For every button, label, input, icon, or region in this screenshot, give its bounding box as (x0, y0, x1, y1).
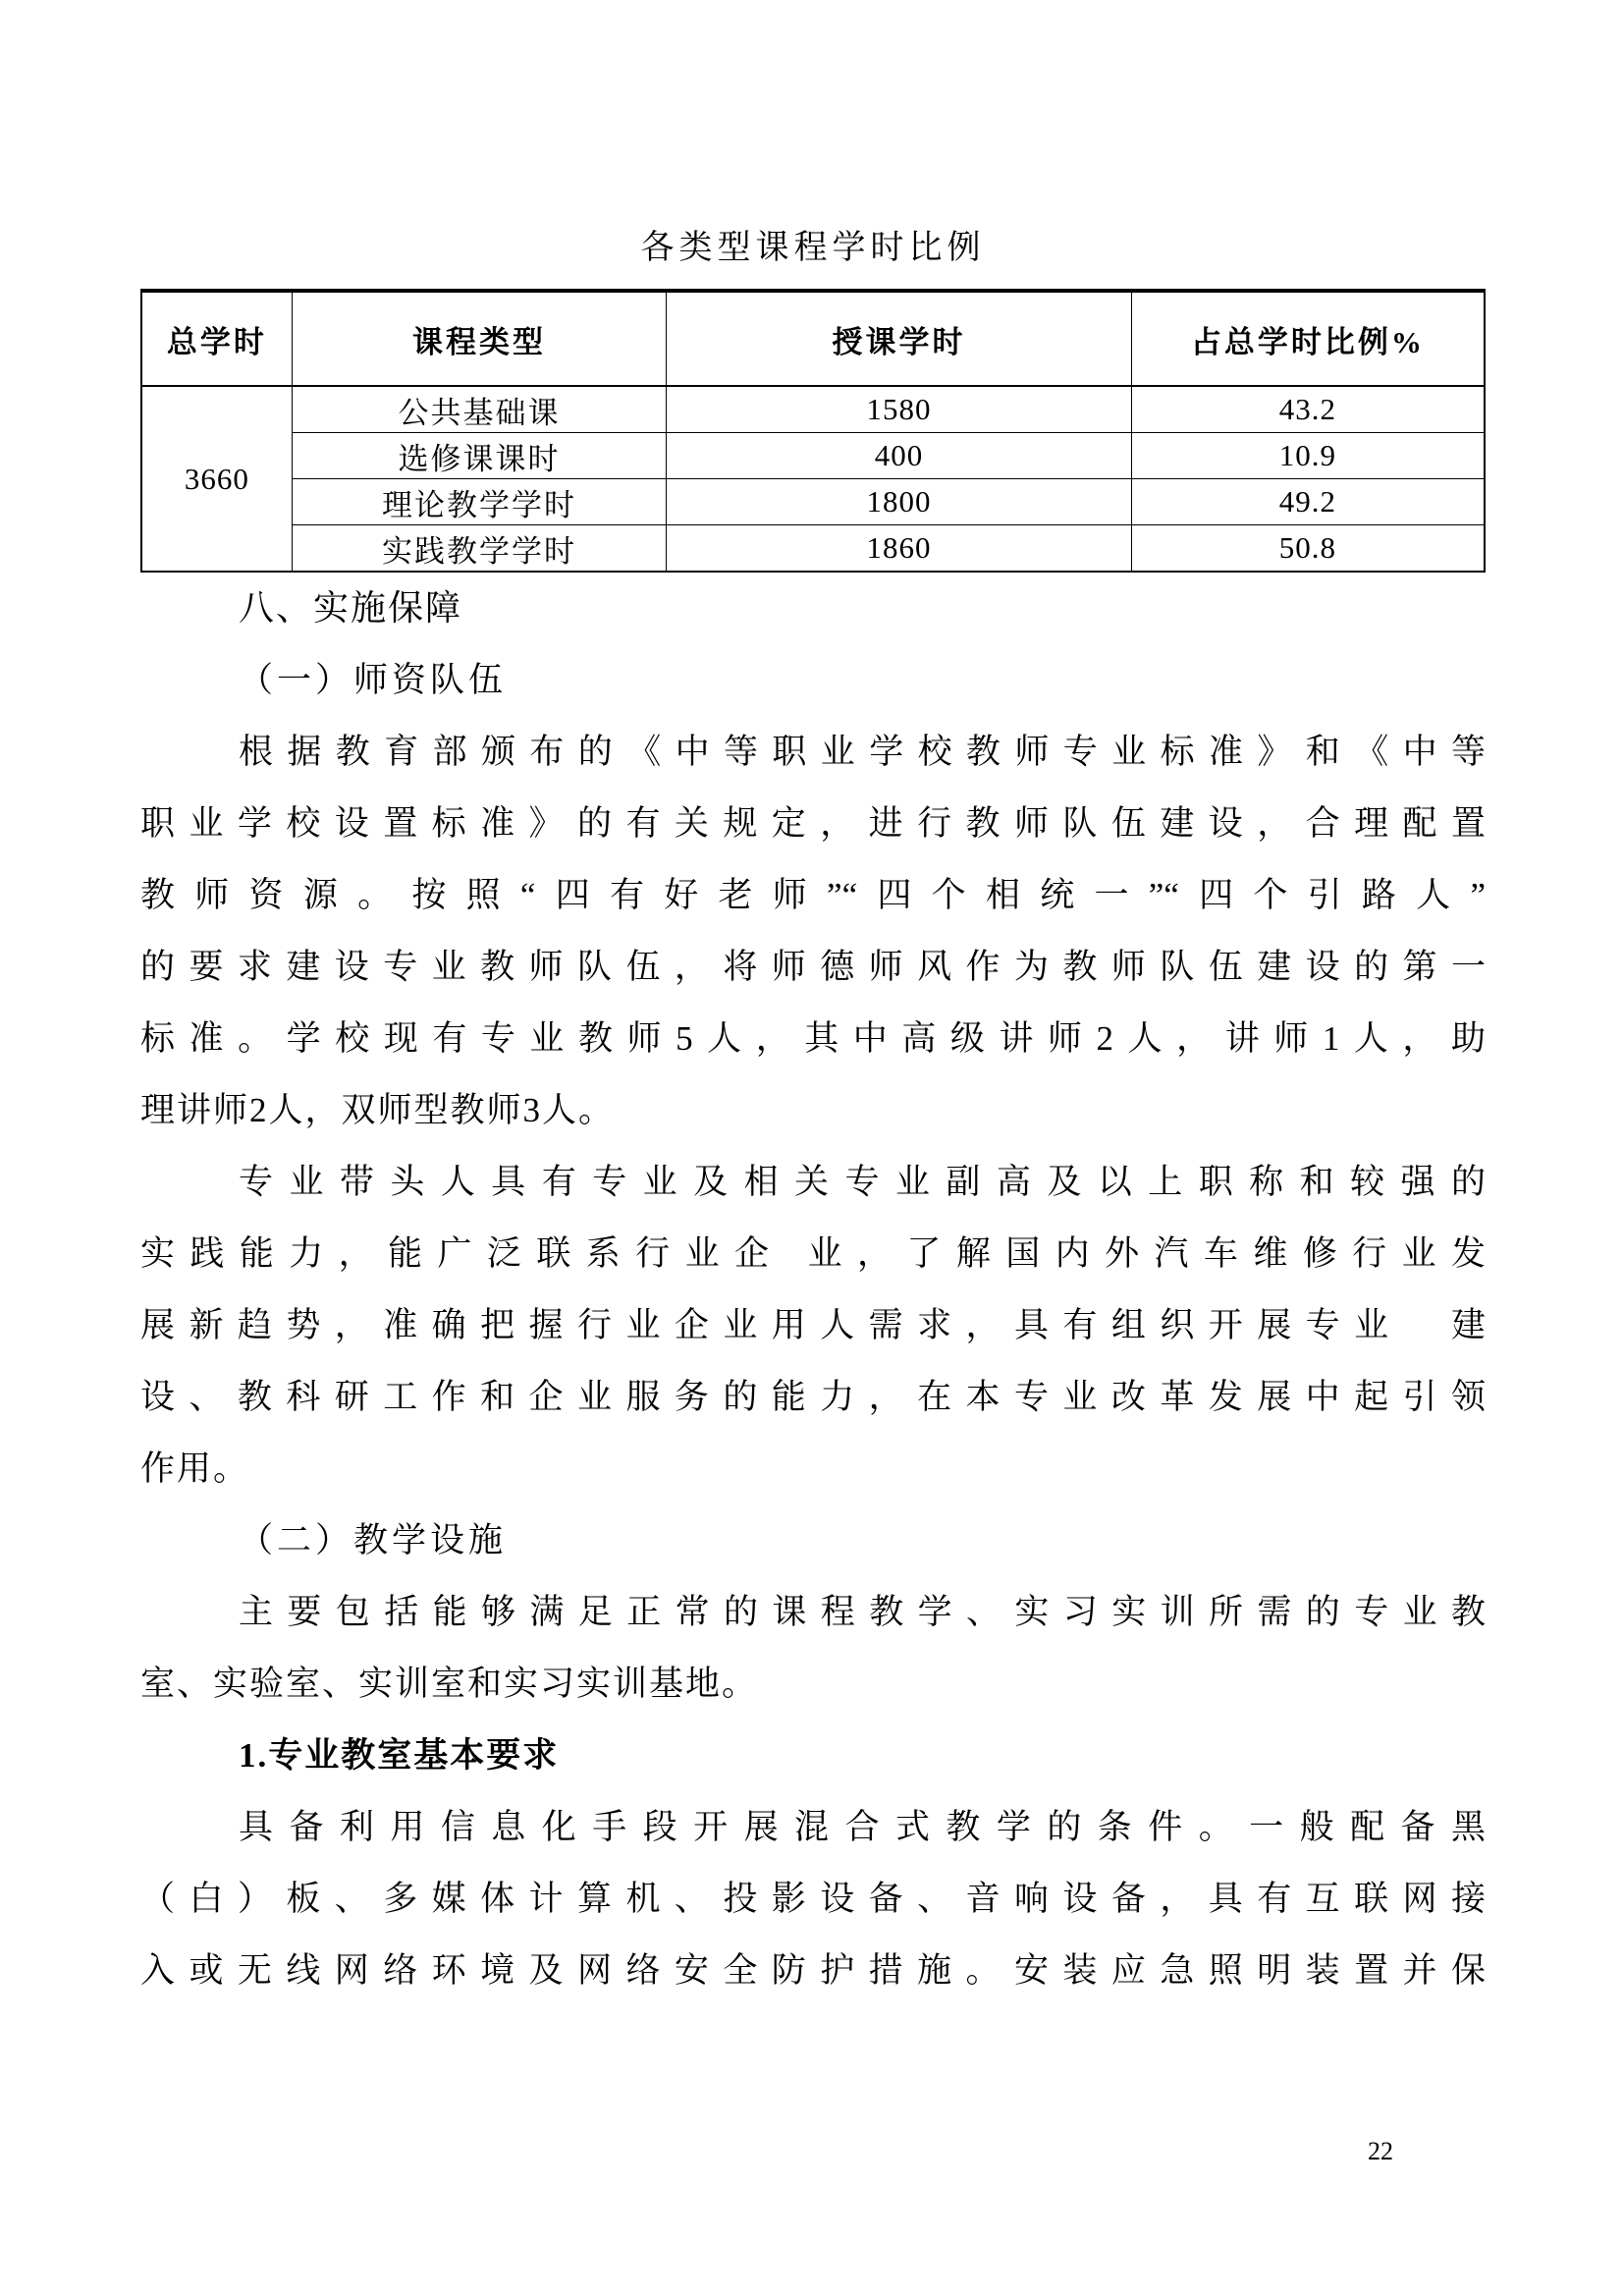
text-line: 职业学校设置标准》的有关规定，进行教师队伍建设，合理配置 (140, 804, 1486, 843)
subsection-heading-facilities: （二）教学设施 (239, 1521, 508, 1559)
percent-cell: 43.2 (1131, 386, 1485, 433)
table-header-row (141, 291, 1485, 386)
text-line: 展新趋势，准确把握行业企业用人需求，具有组织开展专业 建 (140, 1306, 1486, 1344)
text-line: 具备利用信息化手段开展混合式教学的条件。一般配备黑 (239, 1808, 1486, 1846)
subsection-heading-teachers: （一）师资队伍 (239, 661, 508, 699)
text-line: 入或无线网络环境及网络安全防护措施。安装应急照明装置并保 (140, 1951, 1486, 1990)
percent-cell: 10.9 (1131, 433, 1485, 479)
col-header-course-type: 课程类型 (292, 291, 667, 386)
section-heading: 八、实施保障 (239, 588, 463, 628)
text-line: 教师资源。按照“四有好老师”“四个相统一”“四个引路人” (140, 876, 1486, 914)
text-line: 主要包括能够满足正常的课程教学、实习实训所需的专业教 (239, 1593, 1486, 1631)
text-line: 作用。 (140, 1449, 250, 1488)
table-caption: 各类型课程学时比例 (640, 230, 986, 266)
hours-cell: 1860 (667, 525, 1131, 573)
text-line: 的要求建设专业教师队伍，将师德师风作为教师队伍建设的第一 (140, 948, 1486, 986)
text-line: （白）板、多媒体计算机、投影设备、音响设备，具有互联网接 (140, 1880, 1486, 1918)
text-line: 根据教育部颁布的《中等职业学校教师专业标准》和《中等 (239, 733, 1486, 771)
table-row (141, 386, 1485, 433)
text-line: 理讲师2人，双师型教师3人。 (140, 1091, 616, 1129)
table-row (141, 433, 1485, 479)
course-type-cell: 公共基础课 (292, 386, 667, 433)
table-row (141, 479, 1485, 525)
hours-cell: 1580 (667, 386, 1131, 433)
text-line: 室、实验室、实训室和实习实训基地。 (140, 1665, 759, 1703)
col-header-percent: 占总学时比例% (1131, 291, 1485, 386)
col-header-teaching-hours: 授课学时 (667, 291, 1131, 386)
body-text (140, 573, 1486, 2006)
table-row (141, 525, 1485, 573)
classroom-requirements-heading: 1.专业教室基本要求 (239, 1736, 560, 1775)
col-header-total-hours: 总学时 (141, 291, 292, 386)
page-number: 22 (1368, 2137, 1393, 2165)
document-page (140, 0, 1486, 2006)
text-line: 标准。学校现有专业教师5人，其中高级讲师2人，讲师1人，助 (140, 1019, 1486, 1058)
course-type-cell: 理论教学学时 (292, 479, 667, 525)
text-line: 实践能力，能广泛联系行业企 业，了解国内外汽车维修行业发 (140, 1234, 1486, 1273)
hours-cell: 1800 (667, 479, 1131, 525)
hours-cell: 400 (667, 433, 1131, 479)
total-hours-cell: 3660 (141, 386, 292, 572)
course-type-cell: 实践教学学时 (292, 525, 667, 573)
percent-cell: 50.8 (1131, 525, 1485, 573)
text-line: 设、教科研工作和企业服务的能力，在本专业改革发展中起引领 (140, 1378, 1486, 1416)
percent-cell: 49.2 (1131, 479, 1485, 525)
text-line: 专业带头人具有专业及相关专业副高及以上职称和较强的 (239, 1163, 1486, 1201)
course-hours-table (140, 289, 1486, 573)
course-type-cell: 选修课课时 (292, 433, 667, 479)
